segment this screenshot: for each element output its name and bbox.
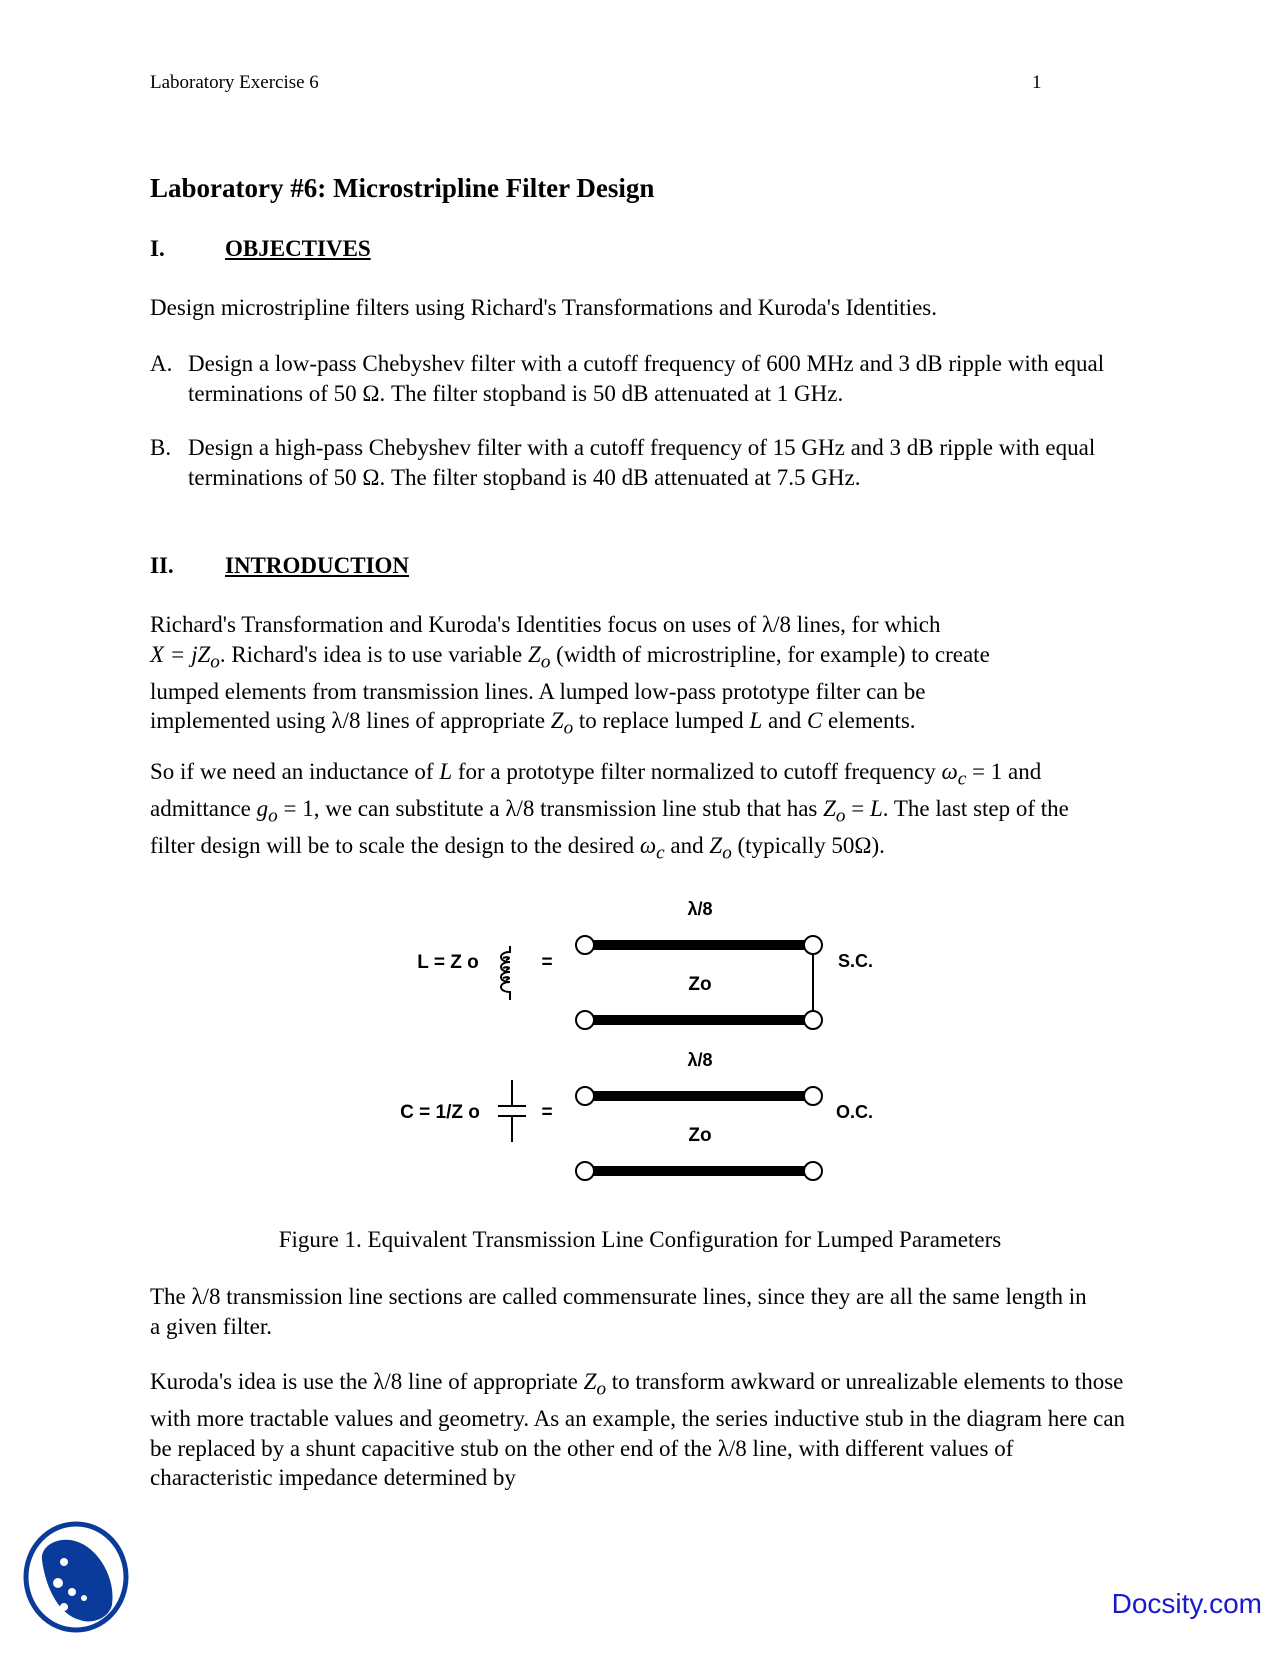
impedance-label: Zo xyxy=(688,1125,712,1146)
intro-paragraph-1: Richard's Transformation and Kuroda's Identities focus on uses of λ/8 lines, for which $X = jZ_o$. Richard's idea is to use variable $Z_o$ (width of microstripline, for example) to create lumped elements from transmission lines. A lumped low-pass prototype filter can be implemented using λ/8 lines of appropriate $Z_o$ to replace lumped L and C elements. xyxy=(150,612,990,739)
intro-paragraph-2: So if we need an inductance of L for a prototype filter normalized to cutoff frequency $\omega_c = 1$ and admittance $g_o = 1$, we can substitute a λ/8 transmission line stub that has $Z_o = L$. The last step of the filter design will be to scale the design to the desired $\omega_c$ and $Z_o$ (typically 50Ω). xyxy=(150,759,1069,864)
length-label: λ/8 xyxy=(687,899,713,919)
item-text: Design a high-pass Chebyshev filter with a cutoff frequency of 15 GHz and 3 dB ripple with equal terminations of 50 Ω. The filter stopband is 40 dB attenuated at 7.5 GHz. xyxy=(188,435,1096,490)
item-text: Design a low-pass Chebyshev filter with a cutoff frequency of 600 MHz and 3 dB ripple with equal terminations of 50 Ω. The filter stopband is 50 dB attenuated at 1 GHz. xyxy=(188,351,1105,406)
item-marker: B. xyxy=(150,435,172,460)
section-label: OBJECTIVES xyxy=(225,236,371,261)
intro-paragraph-3: The λ/8 transmission line sections are called commensurate lines, since they are all the same length in a given filter. xyxy=(150,1284,1087,1339)
capacitor-label: C = 1/Z o xyxy=(400,1102,480,1123)
section-label: INTRODUCTION xyxy=(225,553,410,578)
objective-item-b xyxy=(150,433,1140,493)
length-label: λ/8 xyxy=(687,1050,713,1070)
inductor-icon xyxy=(501,946,510,1000)
intro-paragraph-4: Kuroda's idea is use the λ/8 line of appropriate $Z_o$ to transform awkward or unrealizable elements to those with more tractable values and geometry. As an example, the series inductive stub in the diagram here can be replaced by a shunt capacitive stub on the other end of the λ/8 line, with different values of characteristic impedance determined by xyxy=(150,1369,1126,1491)
figure-caption: Figure 1. Equivalent Transmission Line Configuration for Lumped Parameters xyxy=(278,1227,1002,1252)
figure-1-diagram xyxy=(0,880,1280,1210)
docsity-link[interactable]: Docsity.com xyxy=(1111,1588,1262,1619)
objectives-intro: Design microstripline filters using Richard's Transformations and Kuroda's Identities. xyxy=(150,295,937,320)
terminal-node xyxy=(804,1087,822,1105)
equals-sign: = xyxy=(541,952,553,973)
terminal-node xyxy=(804,1011,822,1029)
capacitor-icon xyxy=(498,1080,526,1142)
short-circuit-label: S.C. xyxy=(838,951,874,971)
docsity-logo-icon xyxy=(20,1520,136,1636)
terminal-node xyxy=(804,1162,822,1180)
terminal-node xyxy=(576,1011,594,1029)
equals-sign: = xyxy=(541,1102,553,1123)
terminal-node xyxy=(576,936,594,954)
running-header: Laboratory Exercise 6 xyxy=(150,72,319,93)
terminal-node xyxy=(576,1087,594,1105)
item-marker: A. xyxy=(150,351,173,376)
inductor-label: L = Z o xyxy=(417,952,479,973)
document-title: Laboratory #6: Microstripline Filter Design xyxy=(150,173,655,203)
terminal-node xyxy=(576,1162,594,1180)
terminal-node xyxy=(804,936,822,954)
section-number: I. xyxy=(150,236,165,261)
page-number: 1 xyxy=(1032,72,1042,93)
section-number: II. xyxy=(150,553,174,578)
objective-item-a xyxy=(150,349,1140,409)
open-circuit-label: O.C. xyxy=(836,1102,874,1122)
impedance-label: Zo xyxy=(688,974,712,995)
